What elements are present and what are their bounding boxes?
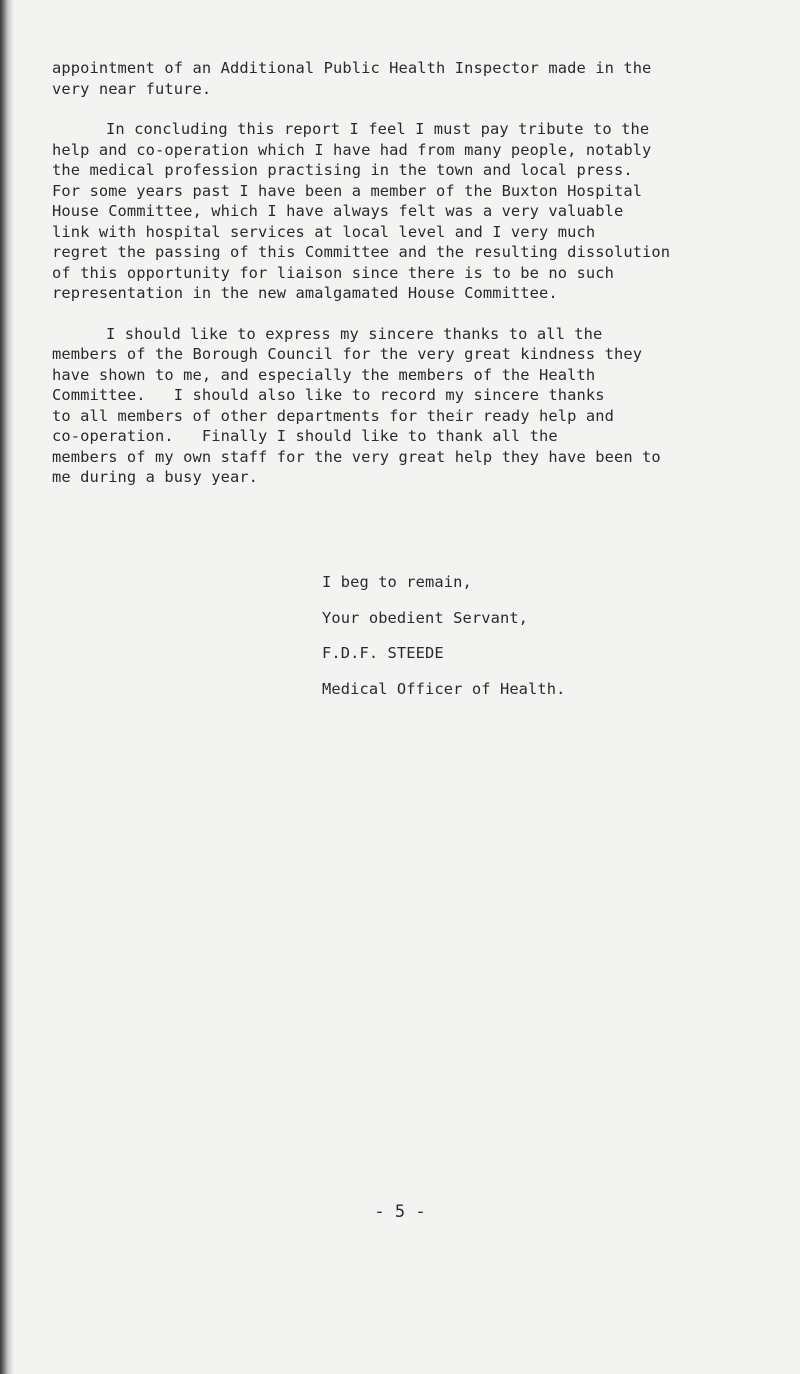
text-line: the medical profession practising in the town and local press. xyxy=(52,161,633,179)
paragraph-3 xyxy=(52,324,782,488)
page-binding-edge xyxy=(0,0,14,1374)
signatory-name: F.D.F. STEEDE xyxy=(322,644,444,662)
letter-body xyxy=(52,58,782,698)
text-line: co-operation. Finally I should like to thank all the xyxy=(52,427,558,445)
text-line: very near future. xyxy=(52,79,212,98)
text-line: me during a busy year. xyxy=(52,468,259,486)
text-line: members of the Borough Council for the very great kindness they xyxy=(52,345,643,363)
signatory-title: Medical Officer of Health. xyxy=(322,679,566,698)
page-number: - 5 - xyxy=(374,1202,426,1222)
text-line: help and co-operation which I have had from many people, notably xyxy=(52,140,652,159)
closing-servant: Your obedient Servant, xyxy=(322,608,529,627)
text-line: to all members of other departments for their ready help and xyxy=(52,406,614,425)
paragraph-2 xyxy=(52,119,782,304)
text-line: members of my own staff for the very great help they have been to xyxy=(52,447,661,466)
text-line: of this opportunity for liaison since there is to be no such xyxy=(52,263,614,282)
text-line: appointment of an Additional Public Health Inspector made in the xyxy=(52,59,652,77)
text-line: have shown to me, and especially the members of the Health xyxy=(52,365,596,384)
text-line: regret the passing of this Committee and the resulting dissolution xyxy=(52,243,671,261)
text-line: In concluding this report I feel I must pay tribute to the xyxy=(106,120,650,138)
text-line: link with hospital services at local level and I very much xyxy=(52,222,596,241)
paragraph-1 xyxy=(52,58,782,99)
text-line: I should like to express my sincere thanks to all the xyxy=(106,324,603,343)
letter-closing xyxy=(322,572,566,714)
text-line: representation in the new amalgamated House Committee. xyxy=(52,284,558,302)
text-line: Committee. I should also like to record my sincere thanks xyxy=(52,386,605,404)
closing-remain: I beg to remain, xyxy=(322,573,472,591)
text-line: House Committee, which I have always felt was a very valuable xyxy=(52,202,624,220)
text-line: For some years past I have been a member of the Buxton Hospital xyxy=(52,181,643,200)
